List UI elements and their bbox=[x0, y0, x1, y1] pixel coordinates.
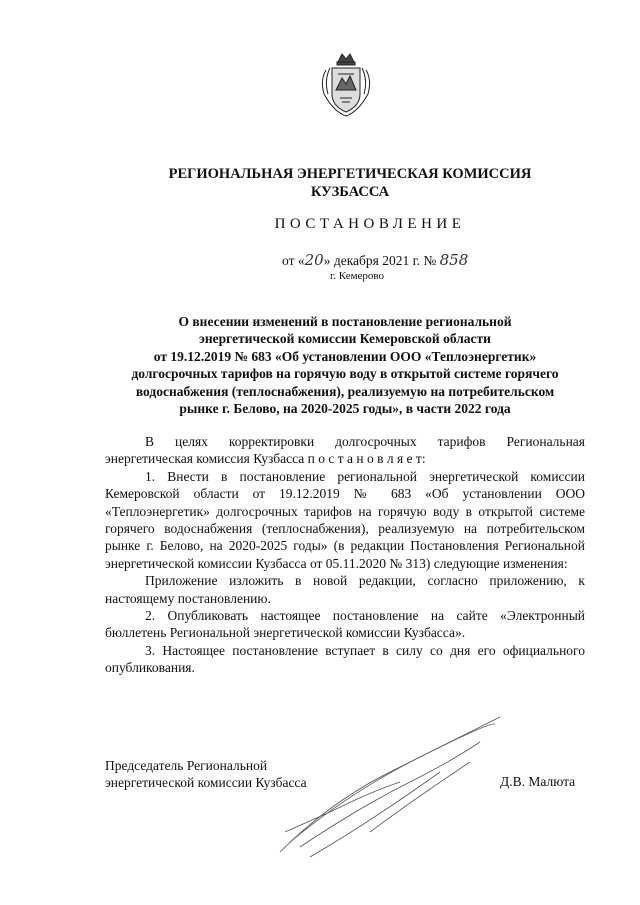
organization-title-line2: КУЗБАССА bbox=[310, 184, 390, 200]
signatory-position-line2: энергетической комиссии Кузбасса bbox=[105, 775, 307, 790]
city: г. Кемерово bbox=[330, 270, 385, 282]
preamble-paragraph: В целях корректировки долгосрочных тарифов Региональная энергетическая комиссия Кузбасса п о с т а н о в л я е т: bbox=[105, 434, 585, 467]
subject-line: энергетической комиссии Кемеровской области bbox=[199, 331, 491, 347]
date-rest: » декабря 2021 г. № bbox=[323, 253, 437, 268]
item-2-paragraph: 2. Опубликовать настоящее постановление на сайте «Электронный бюллетень Региональной энергетической комиссии Кузбасса». bbox=[105, 608, 585, 641]
item-3-paragraph: 3. Настоящее постановление вступает в силу со дня его официального опубликования. bbox=[105, 642, 585, 676]
date-line bbox=[282, 251, 468, 269]
item-1-paragraph: 1. Внести в постановление региональной энергетической комиссии Кемеровской области от 19.12.2019 № 683 «Об установлении ООО «Теплоэнергетик» долгосрочных тарифов на горячую воду в открытой системе горячего водоснабжения (теплоснабжения), реализуемую на потребительском рынке г. Белово, на 2020-2025 годы» (в редакции Постановления Региональной энергетической комиссии Кузбасса от 05.11.2020 № 313) следующие изменения: bbox=[105, 468, 585, 571]
organization-title bbox=[150, 165, 550, 201]
subject-line: О внесении изменений в постановление региональной bbox=[178, 314, 512, 329]
handwritten-signature bbox=[270, 712, 510, 862]
item-1-sub-paragraph: Приложение изложить в новой редакции, согласно приложению, к настоящему постановлению. bbox=[105, 573, 585, 606]
document-subject bbox=[105, 313, 585, 417]
signatory-name: Д.В. Малюта bbox=[500, 774, 576, 789]
date-day: 20 bbox=[304, 251, 324, 269]
signatory-position-line1: Председатель Региональной bbox=[105, 758, 268, 773]
document-body bbox=[105, 433, 585, 677]
date-prefix: от « bbox=[282, 253, 305, 268]
kuzbass-coat-of-arms-icon bbox=[318, 50, 374, 120]
subject-line: рынке г. Белово, на 2020-2025 годы», в части 2022 года bbox=[179, 401, 511, 417]
subject-line: долгосрочных тарифов на горячую воду в открытой системе горячего bbox=[131, 366, 559, 382]
subject-line: водоснабжения (теплоснабжения), реализуемую на потребительском bbox=[135, 383, 555, 399]
document-type: ПОСТАНОВЛЕНИЕ bbox=[274, 216, 466, 232]
organization-title-line1: РЕГИОНАЛЬНАЯ ЭНЕРГЕТИЧЕСКАЯ КОМИССИЯ bbox=[168, 166, 532, 182]
subject-line: от 19.12.2019 № 683 «Об установлении ООО «Теплоэнергетик» bbox=[153, 348, 537, 364]
document-number: 858 bbox=[439, 251, 469, 269]
